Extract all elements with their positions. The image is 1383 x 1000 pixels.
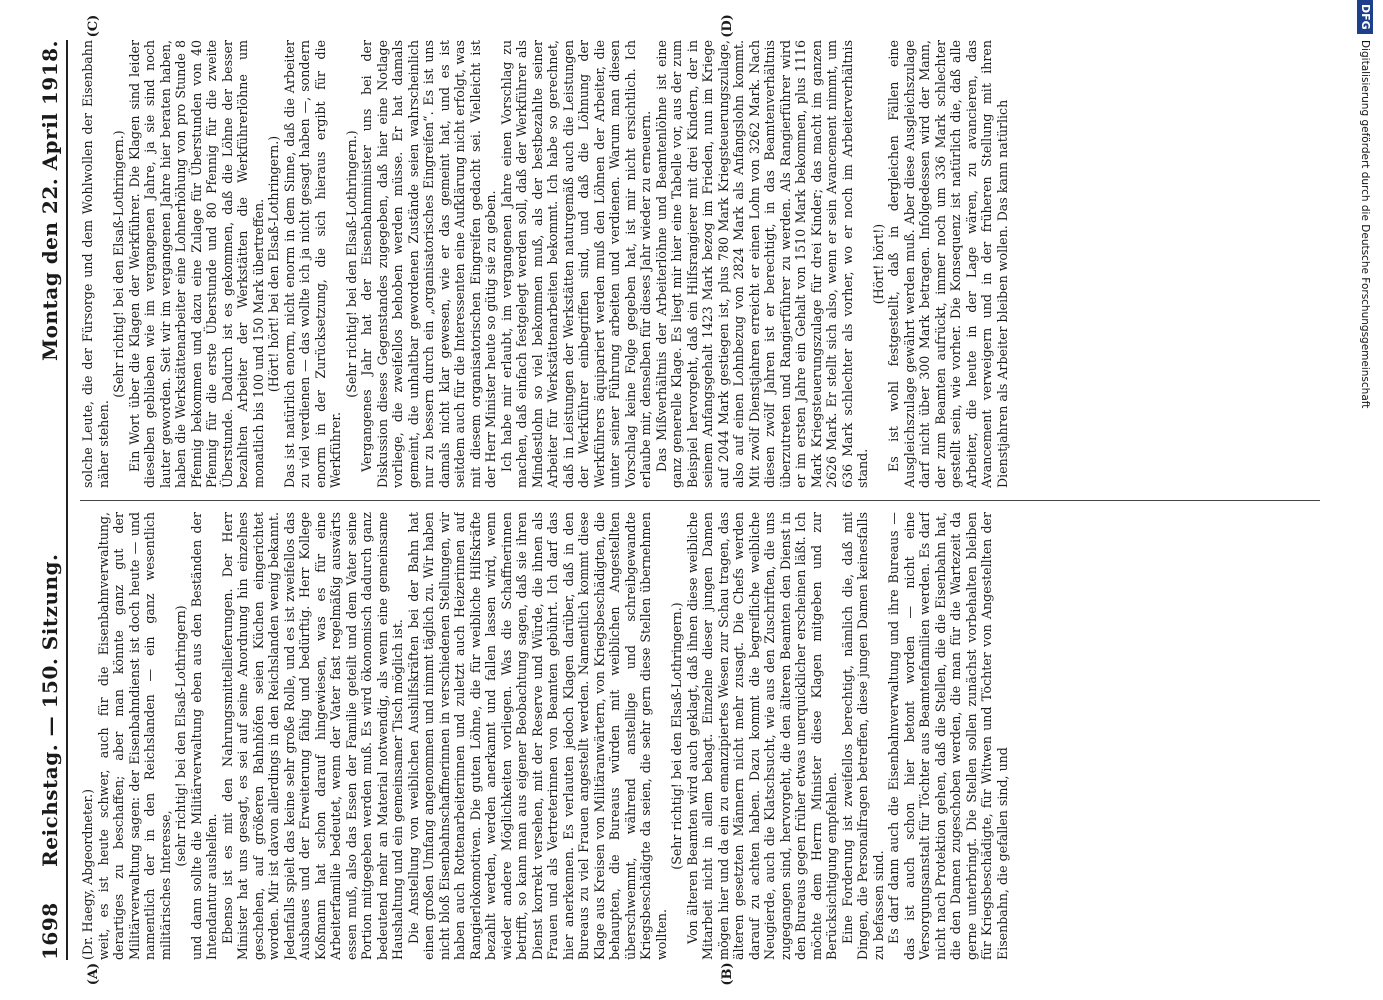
speaker-name: (Dr. Haegy, Abgeordneter.): [80, 788, 95, 960]
digitization-credit: Digitalisierung gefördert durch die Deutsche Forschungsgemeinschaft: [1359, 40, 1371, 409]
paragraph: Ein Wort über die Klagen der Werkführer. Die Klagen sind leider dieselben geblieben wie im vergangenen Jahre, ja sie sind noch lauter geworden. Seit wir im vergangenen Jahre hier beraten haben, haben die Werkstättenarbeiter eine Lohnerhöhung von pro Stunde 8 Pfennig bekommen und dazu eine Zulage für Überstunden von 40 Pfennig für die erste Überstunde und 80 Pfennig für die zweite Überstunde. Dadurch ist es gekommen, daß die Löhne der besser bezahlten Arbeiter der Werkstätten die Werkführerlöhne um monatlich bis 100 und 150 Mark übertreffen.: [126, 40, 266, 488]
paragraph: weit, es ist heute schwer, auch für die Eisenbahnverwaltung, derartiges zu beschaffen; aber man könnte ganz gut der Militärverwaltung sagen: der Eisenbahndienst ist doch heute — und namentlich der in den Reichslanden — ein ganz wesentlich militärisches Interesse,: [95, 512, 173, 960]
paragraph: solche Leute, die der Fürsorge und dem Wohlwollen der Eisenbahn näher stehen.: [80, 40, 111, 488]
paragraph: Das ist natürlich enorm, nicht enorm in dem Sinne, daß die Arbeiter zu viel verdienen — das wollte ich ja nicht gesagt haben —, sondern enorm in der Zurücksetzung, die sich hieraus ergibt für die Werkführer.: [281, 40, 343, 488]
interjection: (Sehr richtig! bei den Elsaß-Lothringern.): [111, 130, 126, 398]
paragraph: Die Anstellung von weiblichen Aushilfskräften bei der Bahn hat einen großen Umfang angenommen und nimmt täglich zu. Wir haben nicht bloß Eisenbahnschaffnerinnen in verschiedenen Stellungen, wir haben auch Rottenarbeiterinnen und zuletzt auch Heizerinnen auf Rangierlokomotiven. Die guten Löhne, die für weibliche Hilfskräfte bezahlt werden, werden anerkannt und fallen lassen wird, wenn wieder andere Möglichkeiten vorliegen. Was die Schaffnerinnen betrifft, so kann man aus eigener Beobachtung sagen, daß sie ihren Dienst korrekt versehen, mit der Reserve und Würde, die ihnen als Frauen und als Vertreterinnen von Beamten gebührt. Ich darf das hier anerkennen. Es verlauten jedoch Klagen darüber, daß in den Bureaus zu viel Frauen angestellt werden. Namentlich kommt diese Klage aus Kreisen von Militäranwärtern, von Kriegsbeschädigten, die behaupten, die Bureaus würden mit weiblichen Angestellten überschwemmt, während anstellige und schreibgewandte Kriegsbeschädigte da seien, die sehr gern diese Stellen übernehmen wollten.: [405, 512, 669, 960]
paragraph: Von älteren Beamten wird auch geklagt, daß ihnen diese weibliche Mitarbeit nicht in allem behagt. Einzelne dieser jungen Damen mögen hier und da ein zu emanzipiertes Wesen zur Schau tragen, das älteren gesetzten Männern nicht mehr zusagt. Die Chefs werden darauf zu achten haben. Dazu kommt die begreifliche weibliche Neugierde, auch die Klatschsucht, wie aus den Zuschriften, die uns zugegangen sind, hervorgeht, die den älteren Beamten den Dienst in den Bureaus gegen früher etwas unerquicklicher erscheinen läßt. Ich möchte dem Herrn Minister diese Klagen mitgeben und zur Berücksichtigung empfehlen.: [684, 512, 839, 960]
header-left: [38, 554, 62, 960]
interjection: (Sehr richtig! bei den Elsaß-Lothringern.): [669, 602, 684, 870]
margin-marker-c: (C): [86, 14, 101, 38]
paragraph: Das Mißverhältnis der Arbeiterlöhne und Beamtenlöhne ist eine ganz generelle Klage. Es liegt mir hier eine Tabelle vor, aus der zum Beispiel hervorgeht, daß ein Hilfsrangierer mit drei Kindern, der in seinem Anfangsgehalt 1423 Mark bezog im Frieden, nun im Kriege auf 2044 Mark gestiegen ist, plus 780 Mark Kriegsteuerungszulage, also auf einen Lohnbezug von 2824 Mark als Anfangslohn kommt. Mit zwölf Dienstjahren erreicht er einen Lohn von 3262 Mark. Nach diesen zwölf Jahren ist er berechtigt, in das Beamtenverhältnis überzutreten und Rangierführer zu werden. Als Rangierführer wird er im ersten Jahre ein Gehalt von 1510 Mark bekommen, plus 1116 Mark Kriegsteuerungszulage für drei Kinder; das macht im ganzen 2626 Mark. Er stellt sich also, wenn er sein Avancement nimmt, um 636 Mark schlechter als vorher, wo er noch im Arbeiterverhältnis stand.: [653, 40, 870, 488]
paragraph: Ebenso ist es mit den Nahrungsmittellieferungen. Der Herr Minister hat uns gesagt, es sei auf seine Anordnung hin einzelnes geschehen, auf größeren Bahnhöfen seien Küchen eingerichtet worden. Mir ist davon allerdings in den Reichslanden wenig bekannt. Jedenfalls spielt das keine sehr große Rolle, und es ist zweifellos das Ausbaues und der Erweiterung fähig und bedürftig. Herr Kollege Koßmann hat schon darauf hingewiesen, was es für eine Arbeiterfamilie bedeutet, wenn der Vater fast regelmäßig auswärts essen muß, also das Essen der Familie geteilt und dem Vater seine Portion mitgegeben werden muß. Es wird ökonomisch dadurch ganz bedeutend mehr an Material notwendig, als wenn eine gemeinsame Haushaltung und ein gemeinsamer Tisch möglich ist.: [219, 512, 405, 960]
interjection: (Hört! hört!): [870, 223, 886, 305]
margin-marker-a: (A): [86, 962, 101, 986]
interjection: (sehr richtig! bei den Elsaß-Lothringern): [173, 605, 188, 867]
paragraph: Vergangenes Jahr hat der Eisenbahnminister uns bei der Diskussion dieses Gegenstandes zugegeben, daß hier eine Notlage vorliege, die zweifellos behoben werden müsse. Er hat damals gemeint, die unhaltbar gewordenen Zustände seien wahrscheinlich nur zu bessern durch ein „organisatorisches Eingreifen“. Es ist uns damals nicht klar gewesen, wie er das gemeint hat, und es ist seitdem auch für die Interessenten eine Aufklärung nicht erfolgt, was mit diesem organisatorischen Eingreifen gedacht sei. Vielleicht ist der Herr Minister heute so gütig sie zu geben.: [359, 40, 498, 488]
margin-marker-b: (B): [720, 962, 735, 986]
page-number: 1698: [38, 902, 62, 960]
running-header: [36, 40, 68, 960]
interjection: (Sehr richtig! bei den Elsaß-Lothringern.): [343, 130, 359, 398]
session-title: Reichstag. — 150. Sitzung.: [38, 553, 62, 867]
digitization-imprint: [1344, 0, 1383, 1000]
interjection: (Hört! hört! bei den Elsaß-Lothringern.): [266, 135, 281, 393]
paragraph: und dann sollte die Militärverwaltung eben aus den Beständen der Intendantur aushelfen.: [188, 512, 219, 960]
paragraph: Es darf dann auch die Eisenbahnverwaltung und ihre Bureaus — das ist auch schon hier betont worden — nicht eine Versorgungsanstalt für Töchter aus Beamtenfamilien werden. Es darf nicht nach Protektion gehen, daß die Stellen, die die Eisenbahn hat, die den Damen zugeschoben werden, die man für die Wartezeit da gerne unterbringt. Die Stellen sollen zunächst vorbehalten bleiben für Kriegsbeschädigte, für Witwen und Töchter von Angestellten der Eisenbahn, die gefallen sind, und: [886, 512, 1010, 960]
column-divider: [80, 500, 1320, 501]
session-date: Montag den 22. April 1918.: [38, 40, 62, 361]
left-column: [80, 512, 1330, 960]
paragraph: Eine Forderung ist zweifellos berechtigt, nämlich die, daß mit Dingen, die Personalfragen betreffen, diese jungen Damen keinesfalls zu befassen sind.: [839, 512, 886, 960]
dfg-logo: DFG: [1357, 0, 1373, 34]
paragraph: Ich habe mir erlaubt, im vergangenen Jahre einen Vorschlag zu machen, daß einfach festgelegt werden soll, daß der Werkführer als Mindestlohn so viel bekommen muß, als der bestbezahlte seiner Arbeiter für Werkstättenarbeiten bekommt. Ich habe so gerechnet, daß in Leistungen der Werkstätten naturgemäß auch die Leistungen der Werkführer einbegriffen sind, und daß die Löhnung der Werkführers äquipariert werden muß den Löhnen der Arbeiter, die unter seiner Führung arbeiten und verdienen. Warum man diesen Vorschlag keine Folge gegeben hat, ist mir nicht ersichtlich. Ich erlaube mir, denselben für dieses Jahr wieder zu erneuern.: [498, 40, 653, 488]
margin-marker-d: (D): [720, 14, 735, 38]
right-column: [80, 40, 1330, 488]
paragraph: Es ist wohl festgestellt, daß in dergleichen Fällen eine Ausgleichszulage gewährt werden muß. Aber diese Ausgleichszulage darf nicht über 300 Mark betragen. Infolgedessen wird der Mann, der zum Beamten aufrückt, immer noch um 336 Mark schlechter gestellt sein, wie vorher. Die Konsequenz ist natürlich die, daß alle Arbeiter, die heute in der Lage wären, zu avancieren, das Avancement verweigern und in der früheren Stellung mit ihren Dienstjahren als Arbeiter bleiben wollen. Das kann natürlich: [886, 40, 1010, 488]
